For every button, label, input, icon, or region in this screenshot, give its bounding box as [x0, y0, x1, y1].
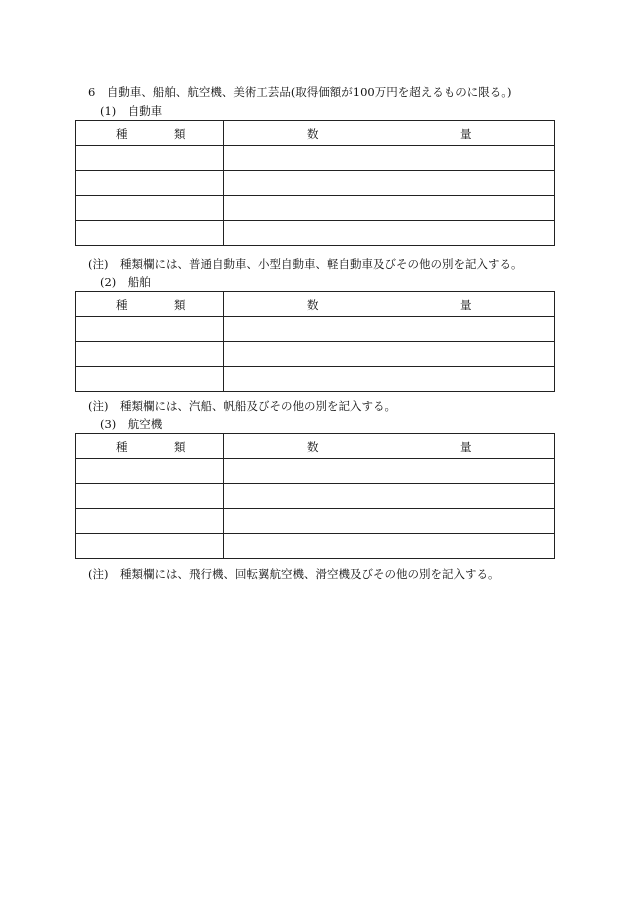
type-column-header	[76, 121, 224, 146]
table-row	[76, 146, 555, 171]
table-row	[76, 171, 555, 196]
table-row	[76, 484, 555, 509]
ship-table	[75, 291, 555, 392]
header-char: 類	[174, 127, 186, 141]
quantity-column-header	[224, 121, 555, 146]
subsection-heading-ship: (2) 船舶	[100, 275, 151, 289]
note-aircraft: (注) 種類欄には、飛行機、回転翼航空機、滑空機及びその他の別を記入する。	[88, 567, 500, 581]
table-row	[76, 509, 555, 534]
header-char: 数	[307, 298, 319, 312]
header-char: 量	[460, 298, 472, 312]
header-char: 類	[174, 298, 186, 312]
aircraft-table	[75, 433, 555, 559]
table-row	[76, 317, 555, 342]
table-row	[76, 534, 555, 559]
type-column-header	[76, 292, 224, 317]
quantity-cell[interactable]	[224, 342, 555, 367]
quantity-cell[interactable]	[224, 317, 555, 342]
header-char: 種	[116, 127, 128, 141]
quantity-cell[interactable]	[224, 367, 555, 392]
type-cell[interactable]	[76, 509, 224, 534]
subsection-heading-aircraft: (3) 航空機	[100, 417, 163, 431]
quantity-cell[interactable]	[224, 509, 555, 534]
quantity-cell[interactable]	[224, 196, 555, 221]
quantity-cell[interactable]	[224, 221, 555, 246]
quantity-column-header	[224, 434, 555, 459]
table-header-row	[76, 121, 555, 146]
quantity-cell[interactable]	[224, 534, 555, 559]
note-ship: (注) 種類欄には、汽船、帆船及びその他の別を記入する。	[88, 399, 396, 413]
type-cell[interactable]	[76, 221, 224, 246]
type-cell[interactable]	[76, 534, 224, 559]
type-cell[interactable]	[76, 459, 224, 484]
table-header-row	[76, 292, 555, 317]
subsection-heading-automobile: (1) 自動車	[100, 104, 163, 118]
type-cell[interactable]	[76, 317, 224, 342]
type-cell[interactable]	[76, 342, 224, 367]
header-char: 数	[307, 127, 319, 141]
header-char: 種	[116, 298, 128, 312]
table-header-row	[76, 434, 555, 459]
note-automobile: (注) 種類欄には、普通自動車、小型自動車、軽自動車及びその他の別を記入する。	[88, 257, 523, 271]
type-cell[interactable]	[76, 196, 224, 221]
type-cell[interactable]	[76, 367, 224, 392]
table-row	[76, 221, 555, 246]
header-char: 数	[307, 440, 319, 454]
header-char: 量	[460, 440, 472, 454]
table-row	[76, 342, 555, 367]
quantity-cell[interactable]	[224, 146, 555, 171]
quantity-cell[interactable]	[224, 171, 555, 196]
quantity-column-header	[224, 292, 555, 317]
type-column-header	[76, 434, 224, 459]
type-cell[interactable]	[76, 484, 224, 509]
type-cell[interactable]	[76, 146, 224, 171]
type-cell[interactable]	[76, 171, 224, 196]
quantity-cell[interactable]	[224, 459, 555, 484]
automobile-table	[75, 120, 555, 246]
header-char: 種	[116, 440, 128, 454]
table-row	[76, 367, 555, 392]
header-char: 量	[460, 127, 472, 141]
quantity-cell[interactable]	[224, 484, 555, 509]
table-row	[76, 459, 555, 484]
section-title: 6 自動車、船舶、航空機、美術工芸品(取得価額が100万円を超えるものに限る。)	[88, 85, 512, 99]
header-char: 類	[174, 440, 186, 454]
table-row	[76, 196, 555, 221]
